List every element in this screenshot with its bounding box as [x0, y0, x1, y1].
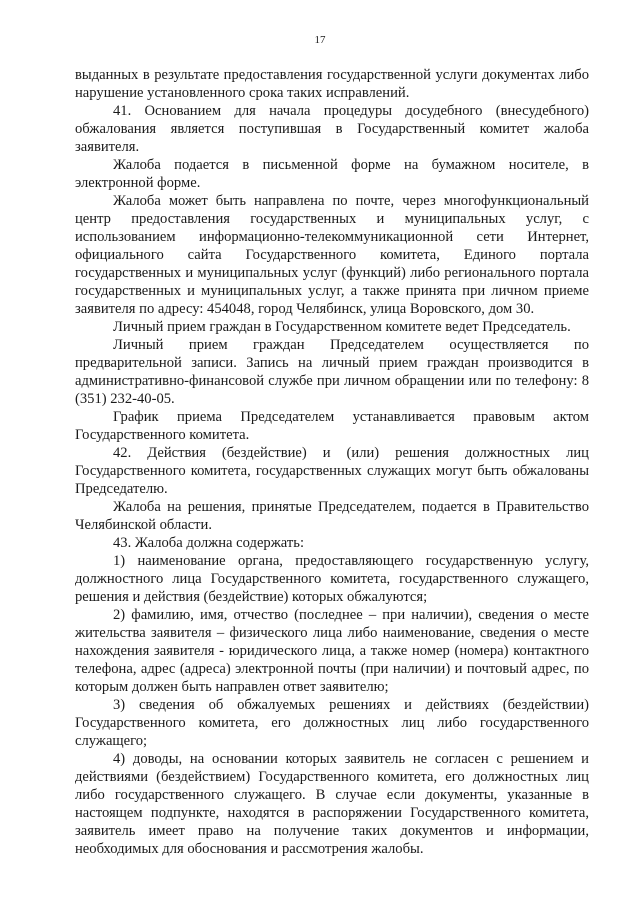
paragraph-43: 43. Жалоба должна содержать:	[113, 535, 304, 551]
paragraph-continuation: выданных в результате предоставления государственной услуги документах либо нарушение установленного срока таких исправлений.	[75, 67, 589, 101]
paragraph-appeal-government: Жалоба на решения, принятые Председателем, подается в Правительство Челябинской области.	[75, 499, 589, 533]
list-item-4: 4) доводы, на основании которых заявитель не согласен с решением и действиями (бездействием) Государственного комитета, его должностных лиц либо государственного служащего. В случае если документы, указанные в настоящем подпункте, находятся в распоряжении Государственного комитета, заявитель имеет право на получение таких документов и информации, необходимых для обоснования и рассмотрения жалобы.	[75, 751, 589, 857]
paragraph-schedule: График приема Председателем устанавливается правовым актом Государственного комитета.	[75, 409, 589, 443]
paragraph-personal-reception: Личный прием граждан в Государственном комитете ведет Председатель.	[113, 319, 571, 335]
paragraph-complaint-channels: Жалоба может быть направлена по почте, через многофункциональный центр предоставления государственных и муниципальных услуг, с использованием информационно-телекоммуникационной сети Интернет, официального сайта Государственного комитета, Единого портала государственных и муниципальных услуг (функций) либо регионального портала государственных и муниципальных услуг, а также принята при личном приеме заявителя по адресу: 454048, город Челябинск, улица Воровского, дом 30.	[75, 193, 589, 317]
paragraph-41: 41. Основанием для начала процедуры досудебного (внесудебного) обжалования является поступившая в Государственный комитет жалоба заявителя.	[75, 103, 589, 155]
paragraph-appointment: Личный прием граждан Председателем осуществляется по предварительной записи. Запись на личный прием граждан производится в административно-финансовой службе при личном обращении или по телефону: 8 (351) 232-40-05.	[75, 337, 589, 407]
list-item-3: 3) сведения об обжалуемых решениях и действиях (бездействии) Государственного комитета, его должностных лиц либо государственного служащего;	[75, 697, 589, 749]
list-item-1: 1) наименование органа, предоставляющего государственную услугу, должностного лица Государственного комитета, государственного служащего, решения и действия (бездействие) которых обжалуются;	[75, 553, 589, 605]
page-number: 17	[314, 34, 326, 46]
document-body	[75, 66, 589, 858]
list-item-2: 2) фамилию, имя, отчество (последнее – при наличии), сведения о месте жительства заявителя – физического лица либо наименование, сведения о месте нахождения заявителя - юридического лица, а также номер (номера) контактного телефона, адрес (адреса) электронной почты (при наличии) и почтовый адрес, по которым должен быть направлен ответ заявителю;	[75, 607, 589, 695]
paragraph-42: 42. Действия (бездействие) и (или) решения должностных лиц Государственного комитета, государственных служащих могут быть обжалованы Председателю.	[75, 445, 589, 497]
paragraph-complaint-form: Жалоба подается в письменной форме на бумажном носителе, в электронной форме.	[75, 157, 589, 191]
